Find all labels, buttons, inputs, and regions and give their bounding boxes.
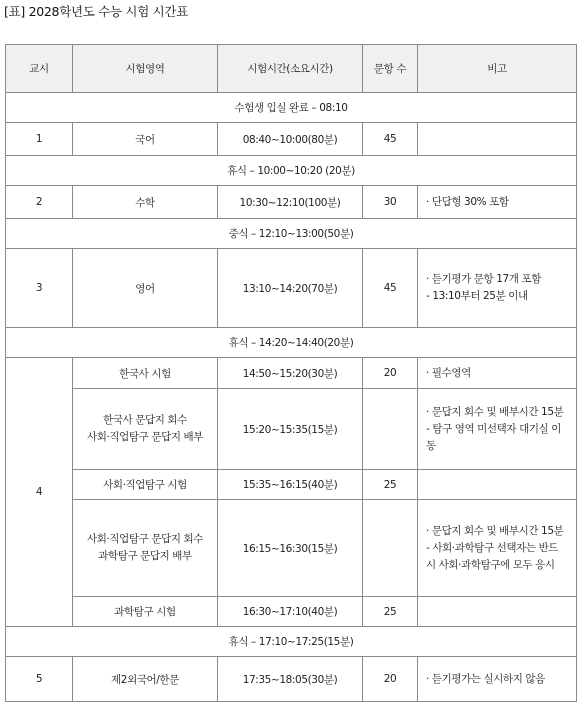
subject-cell: 영어	[73, 249, 218, 328]
table-row	[6, 389, 577, 470]
period-cell: 5	[6, 657, 73, 702]
period-cell: 4	[6, 358, 73, 627]
entry-text: 수험생 입실 완료 – 08:10	[6, 93, 577, 123]
subject-cell	[73, 389, 218, 470]
break-row	[6, 328, 577, 358]
table-row	[6, 470, 577, 500]
break-text: 휴식 – 17:10~17:25(15분)	[6, 627, 577, 657]
subject-cell: 제2외국어/한문	[73, 657, 218, 702]
header-time: 시험시간(소요시간)	[218, 45, 363, 93]
time-cell: 16:15~16:30(15분)	[218, 500, 363, 597]
note-cell	[418, 389, 577, 470]
subject-line: 사회·직업탐구 문답지 회수	[87, 533, 203, 545]
subject-cell: 한국사 시험	[73, 358, 218, 389]
note-cell	[418, 470, 577, 500]
subject-line: 사회·직업탐구 문답지 배부	[87, 431, 203, 443]
note-cell	[418, 123, 577, 156]
subject-line: 한국사 문답지 회수	[103, 414, 187, 426]
count-cell: 20	[363, 657, 418, 702]
time-cell: 15:35~16:15(40분)	[218, 470, 363, 500]
note-line: · 듣기평가 문항 17개 포함	[426, 273, 541, 285]
period-cell: 3	[6, 249, 73, 328]
note-cell	[418, 597, 577, 627]
time-cell: 10:30~12:10(100분)	[218, 186, 363, 219]
note-line: 동	[426, 439, 436, 452]
count-cell	[363, 500, 418, 597]
note-line: - 탐구 영역 미선택자 대기실 이	[426, 422, 561, 435]
table-row	[6, 186, 577, 219]
note-line: · 문답지 회수 및 배부시간 15분	[426, 524, 564, 537]
subject-cell	[73, 500, 218, 597]
count-cell: 25	[363, 597, 418, 627]
break-text: 휴식 – 10:00~10:20 (20분)	[6, 156, 577, 186]
entry-row	[6, 93, 577, 123]
time-cell: 15:20~15:35(15분)	[218, 389, 363, 470]
count-cell	[363, 389, 418, 470]
count-cell: 45	[363, 249, 418, 328]
subject-cell: 사회·직업탐구 시험	[73, 470, 218, 500]
lunch-text: 중식 – 12:10~13:00(50분)	[6, 219, 577, 249]
subject-cell: 과학탐구 시험	[73, 597, 218, 627]
table-row	[6, 358, 577, 389]
lunch-row	[6, 219, 577, 249]
note-line: - 사회·과학탐구 선택자는 반드	[426, 541, 559, 554]
time-cell: 08:40~10:00(80분)	[218, 123, 363, 156]
note-cell	[418, 249, 577, 328]
period-cell: 1	[6, 123, 73, 156]
header-note: 비고	[418, 45, 577, 93]
count-cell: 20	[363, 358, 418, 389]
table-row	[6, 597, 577, 627]
table-row	[6, 500, 577, 597]
table-row	[6, 123, 577, 156]
note-cell	[418, 500, 577, 597]
note-line: 시 사회·과학탐구에 모두 응시	[426, 558, 555, 571]
table-row	[6, 249, 577, 328]
header-row	[6, 45, 577, 93]
header-subject: 시험영역	[73, 45, 218, 93]
subject-line: 과학탐구 문답지 배부	[98, 550, 192, 562]
break-row	[6, 627, 577, 657]
period-cell: 2	[6, 186, 73, 219]
table-caption: [표] 2028학년도 수능 시험 시간표	[4, 4, 188, 19]
time-cell: 14:50~15:20(30분)	[218, 358, 363, 389]
count-cell: 30	[363, 186, 418, 219]
count-cell: 25	[363, 470, 418, 500]
time-cell: 17:35~18:05(30분)	[218, 657, 363, 702]
subject-cell: 수학	[73, 186, 218, 219]
note-cell: · 단답형 30% 포함	[418, 186, 577, 219]
subject-cell: 국어	[73, 123, 218, 156]
note-line: · 문답지 회수 및 배부시간 15분	[426, 405, 564, 418]
note-cell: · 필수영역	[418, 358, 577, 389]
count-cell: 45	[363, 123, 418, 156]
time-cell: 13:10~14:20(70분)	[218, 249, 363, 328]
break-row	[6, 156, 577, 186]
header-count: 문항 수	[363, 45, 418, 93]
exam-timetable	[5, 44, 577, 702]
note-line: - 13:10부터 25분 이내	[426, 290, 528, 302]
break-text: 휴식 – 14:20~14:40(20분)	[6, 328, 577, 358]
table-row	[6, 657, 577, 702]
header-period: 교시	[6, 45, 73, 93]
time-cell: 16:30~17:10(40분)	[218, 597, 363, 627]
note-cell: · 듣기평가는 실시하지 않음	[418, 657, 577, 702]
